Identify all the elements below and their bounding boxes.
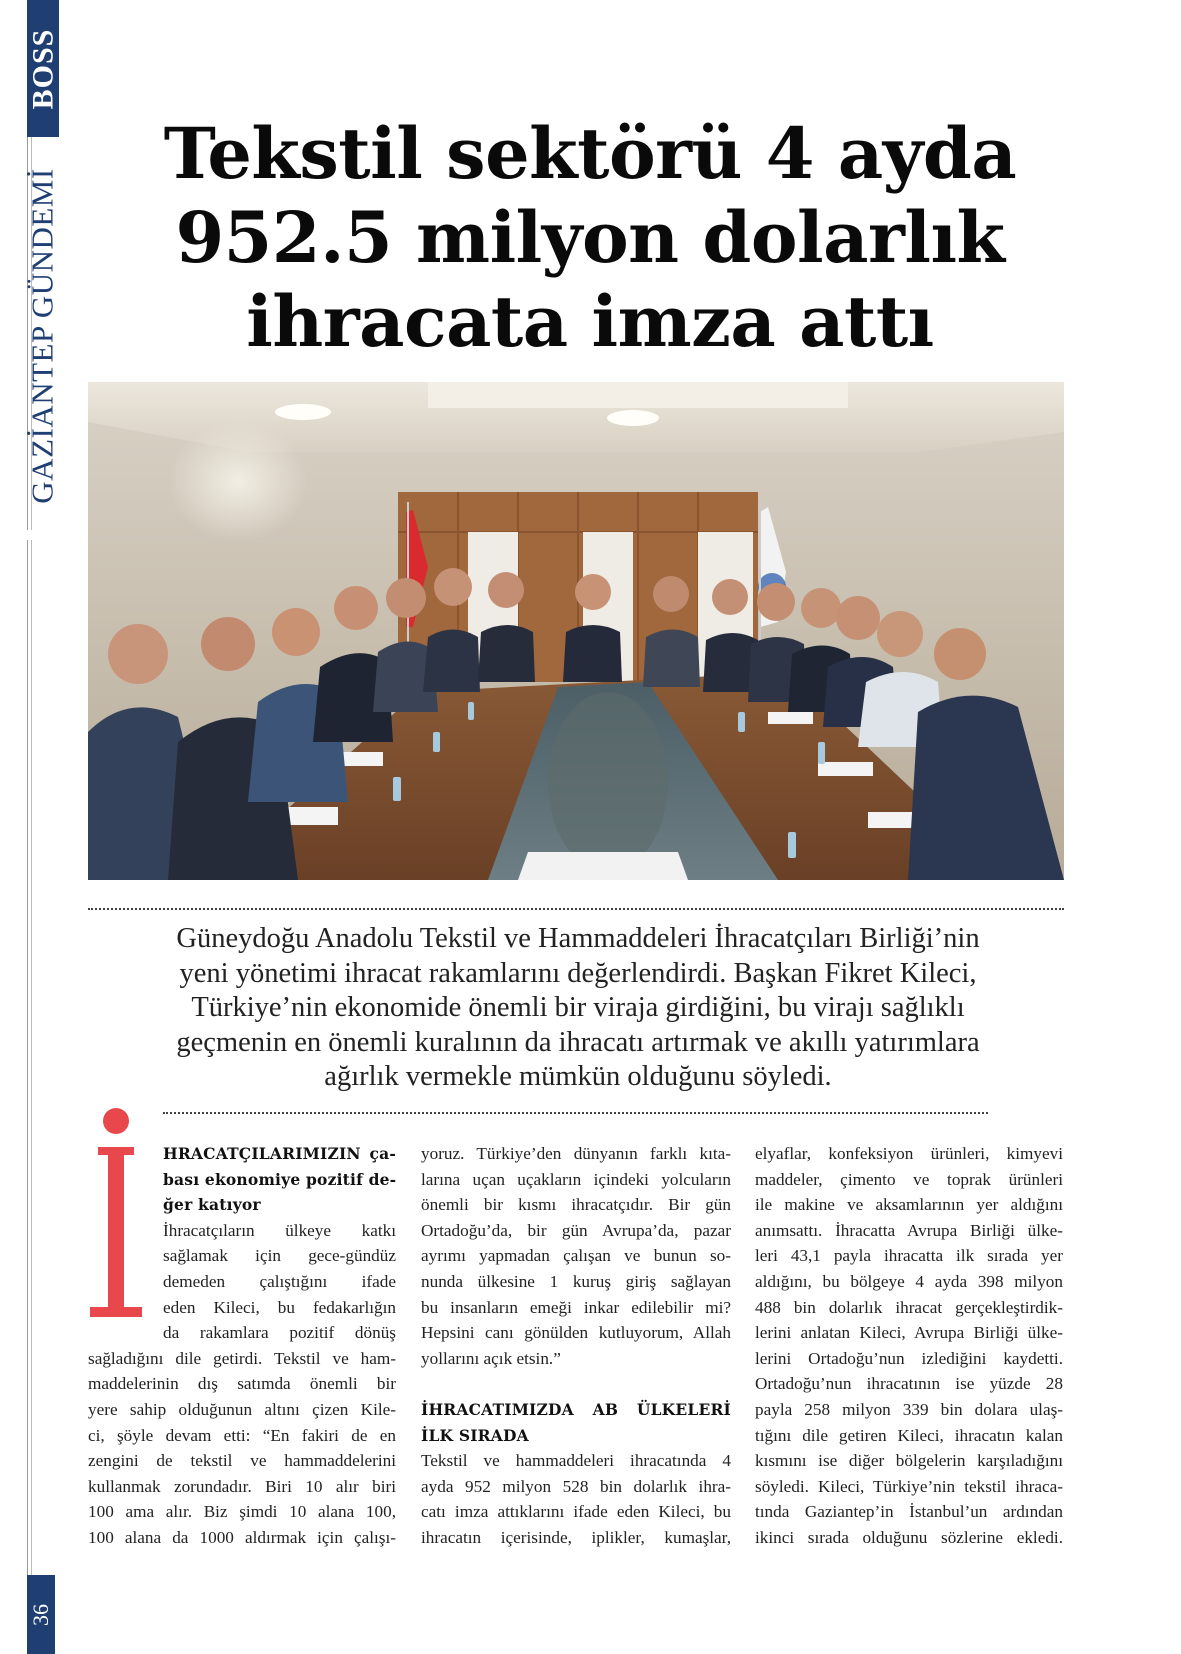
subheading-line: İHRACATIMIZDA AB ÜLKELERİ	[421, 1399, 731, 1419]
headline	[100, 112, 1080, 364]
spacer-line	[421, 1371, 731, 1397]
body-line: sağlamak için gece-gündüz	[163, 1246, 396, 1266]
body-line: da rakamlara pozitif dönüş	[163, 1323, 396, 1343]
body-line: söyledi. Kileci, Türkiye’nin tekstil ihraca-	[755, 1476, 1063, 1496]
subheading-line: ğer katıyor	[163, 1195, 261, 1215]
lead-line: Güneydoğu Anadolu Tekstil ve Hammaddeleri İhracatçıları Birliği’nin	[176, 923, 980, 954]
body-line: lerini Ortadoğu’nun izlediğini kaydetti.	[755, 1348, 1063, 1368]
meeting-photo	[88, 382, 1064, 880]
headline-line: 952.5 milyon dolarlık	[175, 196, 1005, 279]
lead-line: ağırlık vermekle mümkün olduğunu söyledi.	[324, 1061, 832, 1092]
lead-paragraph	[108, 922, 1048, 1095]
body-line: ile makine ve aksamlarının yer aldığını	[755, 1195, 1063, 1215]
subheading-line: bası ekonomiye pozitif de-	[163, 1169, 397, 1189]
dropcap-letter: İ	[86, 1107, 87, 1108]
page-number: 36	[28, 1603, 53, 1626]
body-line: Tekstil ve hammaddeleri ihracatında 4	[421, 1451, 731, 1471]
body-line: 100 ama alır. Biz şimdi 10 alana 100,	[88, 1502, 396, 1522]
body-line: nunda ülkesine 1 kuruş giriş sağlayan	[421, 1271, 731, 1291]
body-line: kullanmak zorundadır. Biri 10 alır biri	[88, 1476, 396, 1496]
body-line: 100 alana da 1000 aldırmak için çalışı-	[88, 1527, 396, 1547]
article-column-2	[421, 1141, 731, 1551]
section-label: GAZİANTEP GÜNDEMİ	[25, 167, 60, 504]
body-line: eden Kileci, bu fedakarlığın	[163, 1297, 396, 1317]
body-line: Ortadoğu’da, bir gün Avrupa’da, pazar	[421, 1220, 731, 1240]
spine-gap	[20, 530, 40, 540]
body-line: ayrımı yapmadan çalışan ve bunun so-	[421, 1246, 731, 1266]
article-column-3	[755, 1141, 1063, 1551]
subheading-line: HRACATÇILARIMIZIN ça-	[163, 1144, 396, 1163]
body-line: demeden çalıştığını ifade	[163, 1271, 396, 1291]
body-line: leri 43,1 payla ihracatta ilk sırada yer	[755, 1246, 1063, 1266]
body-line: kısmını ise diğer bölgelerin karşıladığını	[755, 1451, 1063, 1471]
body-line: yollarını açık etsin.”	[421, 1348, 561, 1368]
body-line: Ortadoğu’nun ihracatının ise yüzde 28	[755, 1374, 1063, 1394]
article-column-1	[88, 1141, 396, 1551]
subheading-line: İLK SIRADA	[421, 1425, 529, 1445]
body-line: payla 258 milyon 339 bin dolara ulaş-	[755, 1399, 1063, 1419]
body-line: elyaflar, konfeksiyon ürünleri, kimyevi	[755, 1144, 1063, 1163]
dotted-rule-bottom	[163, 1112, 988, 1114]
body-line: larına uçan uçakların içindeki yolcuların	[421, 1169, 731, 1189]
meeting-photo-illustration	[88, 382, 1064, 880]
brand-logo	[27, 0, 59, 137]
body-line: Hepsini canı gönülden kutluyorum, Allah	[421, 1323, 731, 1343]
lead-line: geçmenin en önemli kuralının da ihracatı artırmak ve akıllı yatırımlara	[176, 1026, 980, 1058]
body-line: 488 bin dolarlık ihracat gerçekleştirdik-	[755, 1297, 1063, 1317]
body-line: lerini anlatan Kileci, Avrupa Birliği ülke-	[755, 1323, 1063, 1343]
lead-line: yeni yönetimi ihracat rakamlarını değerlendirdi. Başkan Fikret Kileci,	[179, 957, 977, 989]
body-line: yere sahip olduğunun altını çizen Kile-	[88, 1399, 396, 1419]
body-line: ayda 952 milyon 528 bin dolarlık ihra-	[421, 1476, 731, 1496]
body-line: tında Gaziantep’in İstanbul’un ardından	[755, 1502, 1063, 1522]
dotted-rule-top	[88, 908, 1064, 910]
body-line: yoruz. Türkiye’den dünyanın farklı kıta-	[421, 1144, 731, 1163]
body-line: ci, şöyle devam etti: “En fakiri de en	[88, 1425, 396, 1445]
headline-line: ihracata imza attı	[246, 280, 934, 363]
headline-line: Tekstil sektörü 4 ayda	[163, 112, 1017, 195]
body-line: sağladığını dile getirdi. Tekstil ve ham-	[88, 1348, 396, 1368]
body-line: zengini de tekstil ve hammaddelerini	[88, 1451, 396, 1471]
page-number-box	[27, 1575, 55, 1654]
body-line: maddelerinin dış satımda önemli bir	[88, 1374, 396, 1394]
body-line: tığını dile getiren Kileci, ihracatın kalan	[755, 1425, 1063, 1445]
brand-name: BOSS	[26, 28, 59, 109]
body-line: maddeler, çimento ve toprak ürünleri	[755, 1169, 1063, 1189]
body-line: önemli bir kısmı ihracatçıdır. Bir gün	[421, 1195, 731, 1215]
body-line: İhracatçıların ülkeye katkı	[163, 1220, 396, 1240]
body-line: ihracatın içerisinde, iplikler, kumaşlar,	[421, 1527, 731, 1547]
body-line: ikinci sırada olduğunu sözlerine ekledi.	[755, 1527, 1063, 1547]
section-label-wrap	[25, 143, 61, 528]
body-line: anımsattı. İhracatta Avrupa Birliği ülke-	[755, 1220, 1063, 1240]
body-line: aldığını, bu bölgeye 4 ayda 398 milyon	[755, 1271, 1063, 1291]
body-line: bu insanların emeği inkar edilebilir mi?	[421, 1297, 731, 1317]
body-line: catı imza attıklarını ifade eden Kileci, bu	[421, 1502, 731, 1522]
lead-line: Türkiye’nin ekonomide önemli bir viraja girdiğini, bu virajı sağlıklı	[191, 992, 965, 1023]
